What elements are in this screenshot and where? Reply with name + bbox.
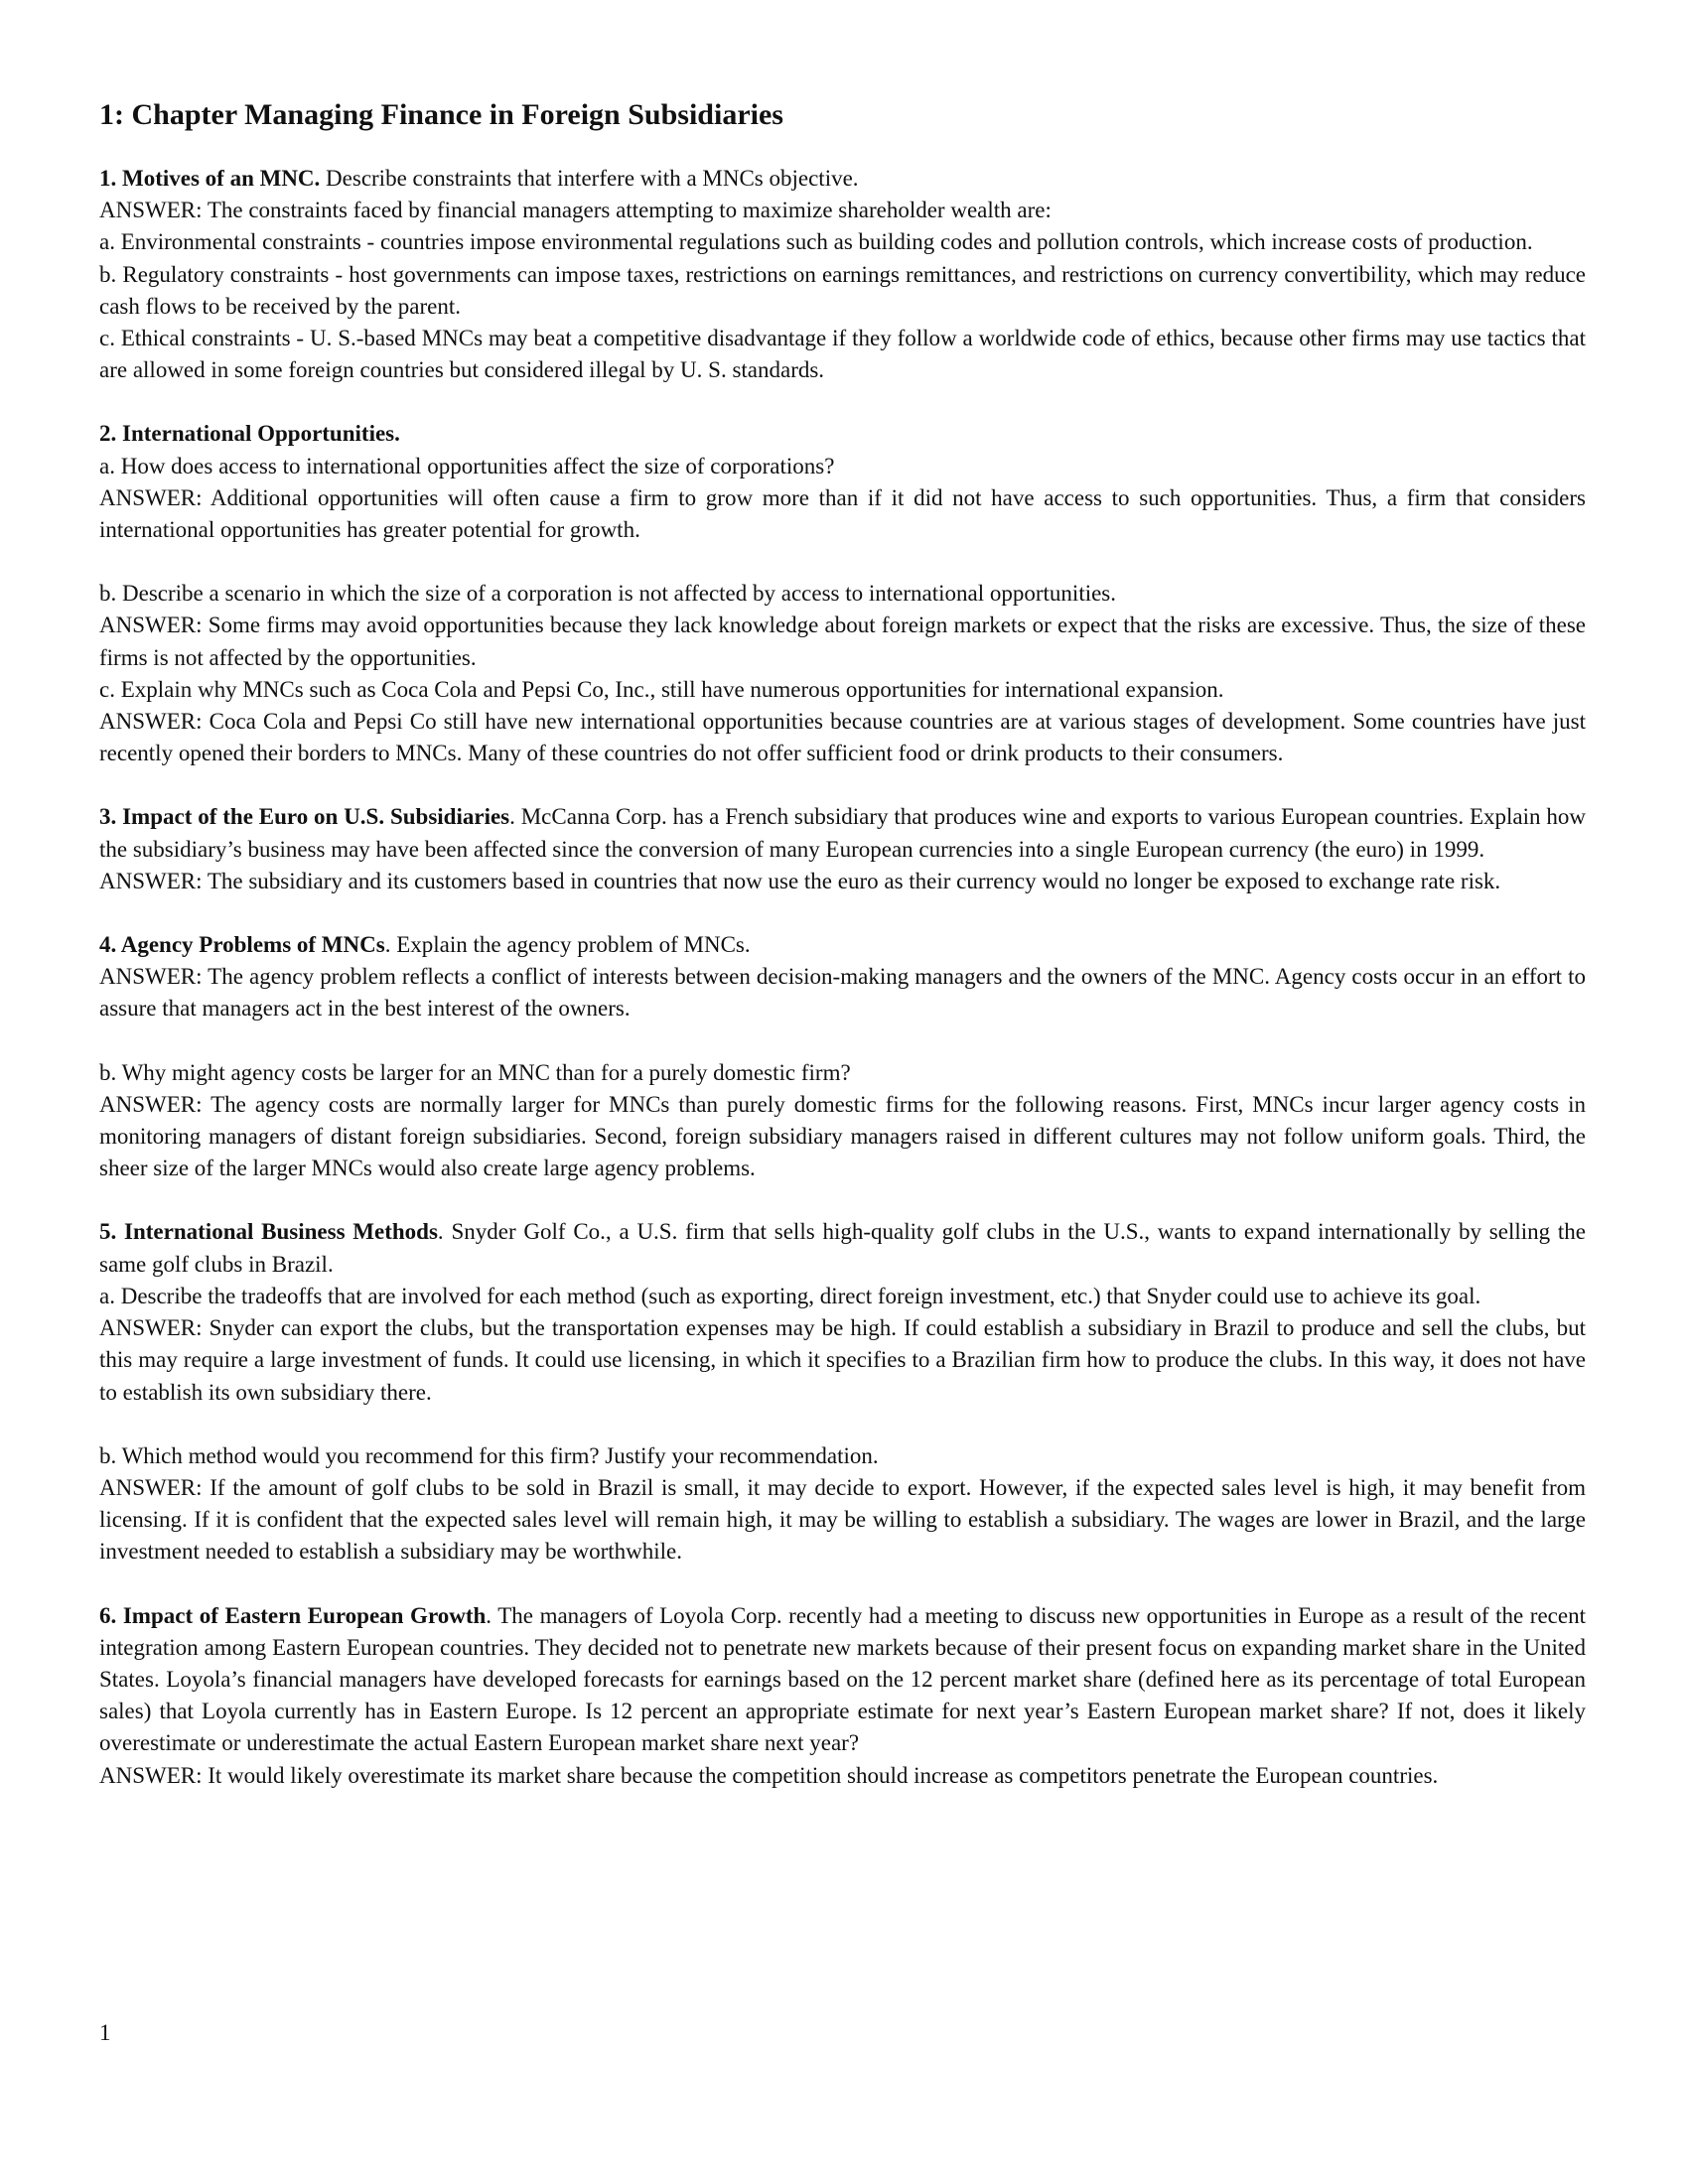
question-5-heading: 5. International Business Methods [99, 1219, 438, 1245]
question-5 [99, 1216, 1586, 1568]
document-page [99, 97, 1586, 1792]
question-text: b. Which method would you recommend for this firm? Justify your recommendation. [99, 1442, 879, 1468]
question-1-prompt: 1. Motives of an MNC. Describe constraints that interfere with a MNCs objective. [99, 166, 859, 191]
answer-text: ANSWER: Coca Cola and Pepsi Co still have new international opportunities because countries are at various stages of development. Some countries have just recently opened their borders to MNCs. Many of these countries do not offer sufficient food or drink products to their consumers. [99, 709, 1586, 766]
question-3 [99, 801, 1586, 897]
answer-text: ANSWER: The agency costs are normally larger for MNCs than purely domestic firms for the following reasons. First, MNCs incur larger agency costs in monitoring managers of distant foreign subsidiaries. Second, foreign subsidiary managers raised in different cultures may not follow uniform goals. Third, the sheer size of the larger MNCs would also create large agency problems. [99, 1091, 1586, 1181]
answer-text: ANSWER: The agency problem reflects a conflict of interests between decision-making managers and the owners of the MNC. Agency costs occur in an effort to assure that managers act in the best interest of the owners. [99, 964, 1586, 1022]
answer-text: ANSWER: It would likely overestimate its market share because the competition should increase as competitors penetrate the European countries. [99, 1762, 1439, 1788]
question-4-heading: 4. Agency Problems of MNCs [99, 932, 385, 958]
chapter-title: 1: Chapter Managing Finance in Foreign Subsidiaries [99, 98, 783, 131]
question-text: a. How does access to international opportunities affect the size of corporations? [99, 453, 835, 478]
answer-text: ANSWER: Some firms may avoid opportunities because they lack knowledge about foreign markets or expect that the risks are excessive. Thus, the size of these firms is not affected by the opportunities. [99, 613, 1586, 670]
answer-text: ANSWER: Additional opportunities will often cause a firm to grow more than if it did not have access to such opportunities. Thus, a firm that considers international opportunities has greater potential for growth. [99, 484, 1586, 543]
question-6-heading: 6. Impact of Eastern European Growth [99, 1602, 487, 1628]
question-2-prompt [99, 418, 1586, 450]
answer-text: ANSWER: The subsidiary and its customers based in countries that now use the euro as their currency would no longer be exposed to exchange rate risk. [99, 868, 1501, 893]
question-text: b. Why might agency costs be larger for an MNC than for a purely domestic firm? [99, 1059, 851, 1085]
spacer [99, 1025, 1586, 1057]
answer-text: ANSWER: Snyder can export the clubs, but the transportation expenses may be high. If could establish a subsidiary in Brazil to produce and sell the clubs, but this may require a large investment of funds. It could use licensing, in which it specifies to a Brazilian firm how to produce the clubs. In this way, it does not have to establish its own subsidiary there. [99, 1315, 1586, 1405]
answer-item-b: b. Regulatory constraints - host governments can impose taxes, restrictions on earnings remittances, and restrictions on currency convertibility, which may reduce cash flows to be received by the parent. [99, 261, 1586, 319]
question-6-prompt: 6. Impact of Eastern European Growth. The managers of Loyola Corp. recently had a meeting to discuss new opportunities in Europe as a result of the recent integration among Eastern European countries. They decided not to penetrate new markets because of their present focus on expanding market share in the United States. Loyola’s financial managers have developed forecasts for earnings based on the 12 percent market share (defined here as its percentage of total European sales) that Loyola currently has in Eastern Europe. Is 12 percent an appropriate estimate for next year’s Eastern European market share? If not, does it likely overestimate or underestimate the actual Eastern European market share next year? [99, 1602, 1586, 1756]
question-6 [99, 1600, 1586, 1792]
question-text: a. Describe the tradeoffs that are involved for each method (such as exporting, direct foreign investment, etc.) that Snyder could use to achieve its goal. [99, 1283, 1481, 1308]
question-4-prompt: 4. Agency Problems of MNCs. Explain the agency problem of MNCs. [99, 932, 751, 958]
page-number: 1 [99, 2020, 111, 2045]
question-1 [99, 163, 1586, 386]
question-5-prompt: 5. International Business Methods. Snyder Golf Co., a U.S. firm that sells high-quality golf clubs in the U.S., wants to expand internationally by selling the same golf clubs in Brazil. [99, 1219, 1586, 1277]
question-2-heading: 2. International Opportunities. [99, 421, 400, 447]
answer-text: ANSWER: If the amount of golf clubs to be sold in Brazil is small, it may decide to export. However, if the expected sales level is high, it may benefit from licensing. If it is confident that the expected sales level will remain high, it may be willing to establish a subsidiary. The wages are lower in Brazil, and the large investment needed to establish a subsidiary may be worthwhile. [99, 1474, 1586, 1565]
question-text: b. Describe a scenario in which the size of a corporation is not affected by access to international opportunities. [99, 581, 1117, 607]
question-3-heading: 3. Impact of the Euro on U.S. Subsidiaries [99, 804, 510, 830]
answer-item-a: a. Environmental constraints - countries impose environmental regulations such as building codes and pollution controls, which increase costs of production. [99, 229, 1533, 255]
question-2 [99, 418, 1586, 769]
question-3-prompt: 3. Impact of the Euro on U.S. Subsidiaries. McCanna Corp. has a French subsidiary that produces wine and exports to various European countries. Explain how the subsidiary’s business may have been affected since the conversion of many European currencies into a single European currency (the euro) in 1999. [99, 804, 1586, 862]
question-4 [99, 929, 1586, 1184]
spacer [99, 1409, 1586, 1440]
question-text: c. Explain why MNCs such as Coca Cola and Pepsi Co, Inc., still have numerous opportunities for international expansion. [99, 676, 1224, 702]
spacer [99, 546, 1586, 578]
answer-item-c: c. Ethical constraints - U. S.-based MNCs may beat a competitive disadvantage if they follow a worldwide code of ethics, because other firms may use tactics that are allowed in some foreign countries but considered illegal by U. S. standards. [99, 326, 1586, 383]
question-1-heading: 1. Motives of an MNC. [99, 166, 321, 191]
answer-text: ANSWER: The constraints faced by financial managers attempting to maximize shareholder wealth are: [99, 198, 1052, 223]
